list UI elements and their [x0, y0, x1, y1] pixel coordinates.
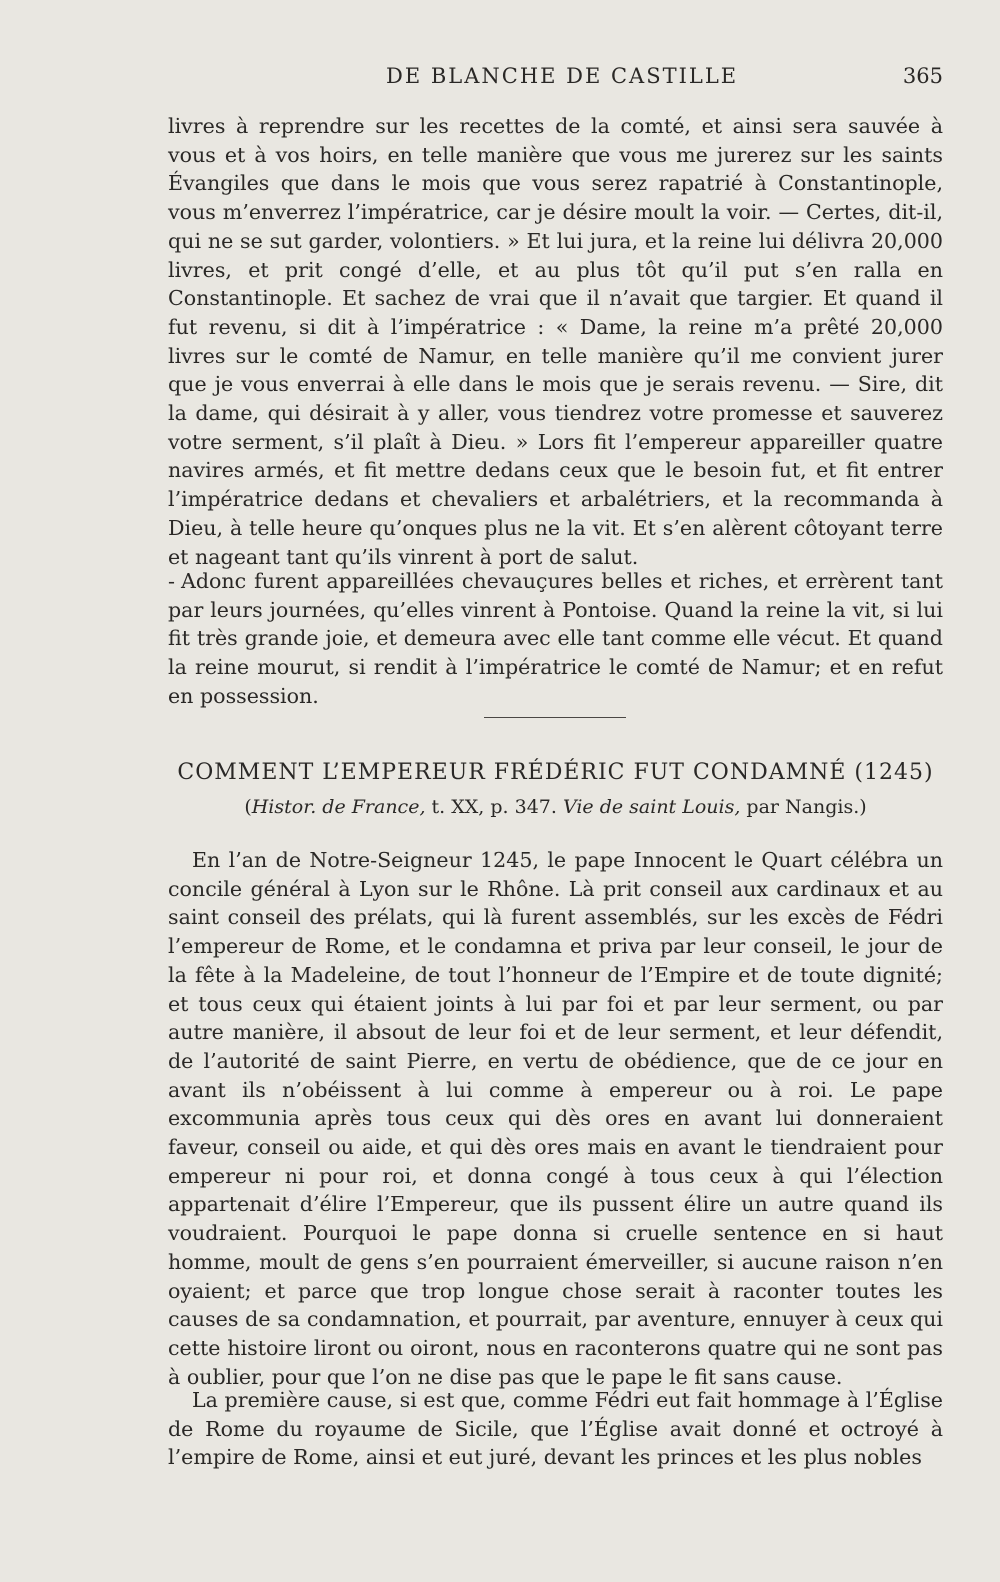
paragraph-4	[168, 1386, 943, 1472]
running-head	[168, 64, 943, 94]
source-title: Vie de saint Louis,	[562, 796, 741, 818]
section-source: (Histor. de France, t. XX, p. 347. Vie de saint Louis, par Nangis.)	[244, 796, 867, 818]
paragraph-text: livres à reprendre sur les recettes de la comté, et ainsi sera sauvée à vous et à vos hoirs, en telle manière que vous me jurerez sur les saints Évangiles que dans le mois que vous serez rapatrié à Constantinople, vous m’enverrez l’impératrice, car je désire moult la voir. — Certes, dit-il, qui ne se sut garder, volontiers. » Et lui jura, et la reine lui délivra 20,000 livres, et prit congé d’elle, et au plus tôt qu’il put s’en ralla en Constantinople. Et sachez de vrai que il n’avait que targier. Et quand il fut revenu, si dit à l’impératrice : « Dame, la reine m’a prêté 20,000 livres sur le comté de Namur, en telle manière qu’il me convient jurer que je vous enverrai à elle dans le mois que je serais revenu. — Sire, dit la dame, qui désirait à y aller, vous tiendrez votre promesse et sauverez votre serment, s’il plaît à Dieu. » Lors fit l’empereur appareiller quatre navires armés, et fit mettre dedans ceux que le besoin fut, et fit entrer l’impératrice dedans et chevaliers et arbalétriers, et la recommanda à Dieu, à telle heure qu’onques plus ne la vit. Et s’en alèrent côtoyant terre et nageant tant qu’ils vinrent à port de salut.	[168, 114, 943, 569]
paragraph-3	[168, 846, 943, 1391]
source-author: par Nangis.)	[740, 796, 867, 818]
paragraph-text: En l’an de Notre-Seigneur 1245, le pape Innocent le Quart célébra un concile général à Lyon sur le Rhône. Là prit conseil aux cardinaux et au saint conseil des prélats, qui là furent assemblés, sur les excès de Fédri l’empereur de Rome, et le condamna et priva par leur conseil, le jour de la fête à la Madeleine, de tout l’honneur de l’Empire et de toute dignité; et tous ceux qui étaient joints à lui par foi et par leur serment, ou par autre manière, il absout de leur foi et de leur serment, et leur défendit, de l’autorité de saint Pierre, en vertu de obédience, que de ce jour en avant ils n’obéissent à lui comme à empereur ou à roi. Le pape excommunia après tous ceux qui dès ores en avant lui donneraient faveur, conseil ou aide, et qui dès ores mais en avant le tiendraient pour empereur ni pour roi, et donna congé à tous ceux à qui l’élection appartenait d’élire l’Empereur, que ils pussent élire un autre quand ils voudraient. Pourquoi le pape donna si cruelle sentence en si haut homme, moult de gens s’en pourraient émerveiller, si aucune raison n’en oyaient; et parce que trop longue chose serait à raconter toutes les causes de sa condamnation, et pourrait, par aventure, ennuyer à ceux qui cette histoire liront ou oiront, nous en raconterons quatre qui ne sont pas à oublier, pour que l’on ne dise pas que le pape le fit sans cause.	[168, 848, 943, 1389]
source-reference: t. XX, p. 347.	[425, 796, 563, 818]
source-work: Histor. de France,	[251, 796, 426, 818]
paragraph-marker: -	[168, 569, 175, 593]
running-title: DE BLANCHE DE CASTILLE	[386, 64, 739, 88]
section-divider	[484, 717, 626, 718]
page-number: 365	[902, 64, 943, 88]
paragraph-text: Adonc furent appareillées chevauçures belles et riches, et errèrent tant par leurs journées, qu’elles vinrent à Pontoise. Quand la reine la vit, si lui fit très grande joie, et demeura avec elle tant comme elle vécut. Et quand la reine mourut, si rendit à l’impératrice le comté de Namur; et en refut en possession.	[168, 569, 943, 708]
paragraph-1	[168, 112, 943, 571]
paragraph-text: La première cause, si est que, comme Fédri eut fait hommage à l’Église de Rome du royaume de Sicile, que l’Église avait donné et octroyé à l’empire de Rome, ainsi et eut juré, devant les princes et les plus nobles	[168, 1388, 943, 1470]
section-title: COMMENT L’EMPEREUR FRÉDÉRIC FUT CONDAMNÉ (1245)	[177, 760, 934, 785]
paragraph-2	[168, 567, 943, 711]
